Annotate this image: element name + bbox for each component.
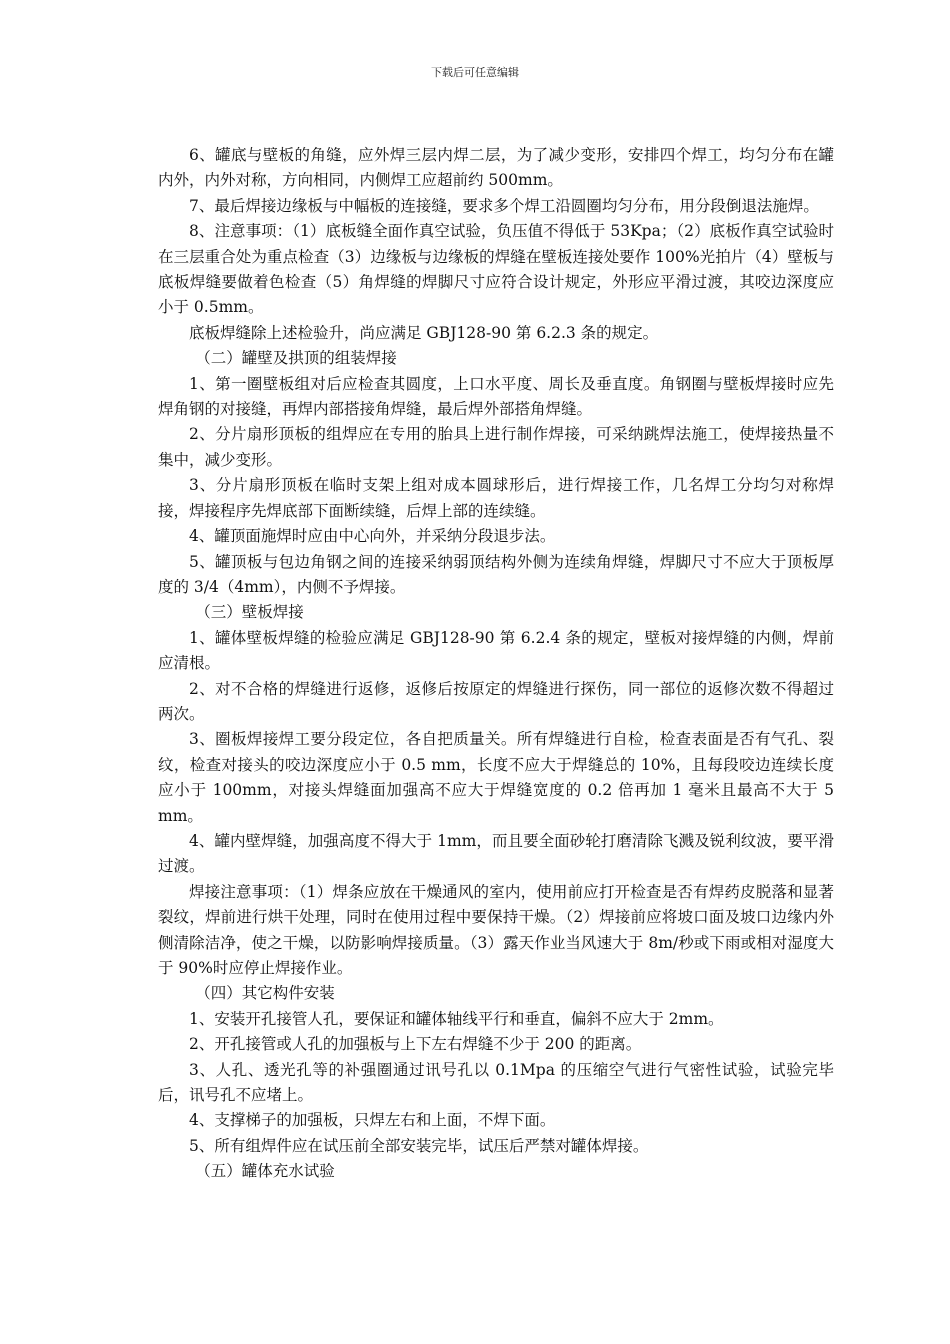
paragraph-bottom-inspection: 底板焊缝除上述检验升，尚应满足 GBJ128-90 第 6.2.3 条的规定。: [189, 323, 659, 342]
paragraph-reinforcement-distance: 2、开孔接管或人孔的加强板与上下左右焊缝不少于 200 的距离。: [189, 1035, 642, 1054]
section-heading-wall-roof: （二）罐壁及拱顶的组装焊接: [195, 349, 397, 368]
paragraph-precautions: 8、注意事项：（1）底板缝全面作真空试验，负压值不得低于 53Kpa；（2）底板作真空试验时在三层重合处为重点检查（3）边缘板与边缘板的焊缝在壁板连接处要作 100%光拍片（4）壁板与底板焊缝要做着色检查（5）角焊缝的焊脚尺寸应符合设计规定，外形应平滑过渡，其咬边深度应小于 0.5mm。: [158, 222, 834, 317]
section-heading-other-components: （四）其它构件安装: [195, 984, 335, 1003]
paragraph-roof-welding-order: 4、罐顶面施焊时应由中心向外，并采纳分段退步法。: [189, 527, 556, 546]
paragraph-roof-angle-joint: 5、罐顶板与包边角钢之间的连接采纳弱顶结构外侧为连续角焊缝，焊脚尺寸不应大于顶板厚度的 3/4（4mm），内侧不予焊接。: [158, 552, 834, 596]
paragraph-fan-roof-assembly: 3、分片扇形顶板在临时支架上组对成本圆球形后，进行焊接工作，几名焊工分均匀对称焊接，焊接程序先焊底部下面断续缝，后焊上部的连续缝。: [158, 476, 834, 520]
paragraph-pre-pressure: 5、所有组焊件应在试压前全部安装完毕，试压后严禁对罐体焊接。: [189, 1136, 649, 1155]
section-heading-wall-welding: （三）壁板焊接: [195, 603, 304, 622]
document-body: [158, 143, 834, 1185]
paragraph-repair: 2、对不合格的焊缝进行返修，返修后按原定的焊缝进行探伤，同一部位的返修次数不得超过两次。: [158, 679, 834, 723]
paragraph-manhole: 1、安装开孔接管人孔，要保证和罐体轴线平行和垂直，偏斜不应大于 2mm。: [189, 1009, 724, 1028]
paragraph-fan-roof-jig: 2、分片扇形顶板的组焊应在专用的胎具上进行制作焊接，可采纳跳焊法施工，使焊接热量不集中，减少变形。: [158, 425, 834, 469]
paragraph-welding-notes: 焊接注意事项：（1）焊条应放在干燥通风的室内，使用前应打开检查是否有焊药皮脱落和显著裂纹，焊前进行烘干处理，同时在使用过程中要保持干燥。（2）焊接前应将坡口面及坡口边缘内外侧清除洁净，使之干燥，以防影响焊接质量。（3）露天作业当风速大于 8m/秒或下雨或相对湿度大于 90%时应停止焊接作业。: [158, 882, 834, 977]
paragraph-tank-bottom-fillet: 6、罐底与壁板的角缝，应外焊三层内焊二层，为了减少变形，安排四个焊工，均匀分布在罐内外，内外对称，方向相同，内侧焊工应超前约 500mm。: [158, 146, 834, 190]
paragraph-inner-wall: 4、罐内壁焊缝，加强高度不得大于 1mm，而且要全面砂轮打磨清除飞溅及锐利纹波，要平滑过渡。: [158, 831, 834, 876]
paragraph-first-ring: 1、第一圈壁板组对后应检查其圆度，上口水平度、周长及垂直度。角钢圈与壁板焊接时应先焊角钢的对接缝，再焊内部搭接角焊缝，最后焊外部搭角焊缝。: [158, 374, 834, 419]
paragraph-self-check: 3、圈板焊接焊工要分段定位，各自把质量关。所有焊缝进行自检，检查表面是否有气孔、裂纹，检查对接头的咬边深度应小于 0.5 mm，长度不应大于焊缝总的 10%，且每段咬边连续长度应小于 100mm，对接头焊缝面加强高不应大于焊缝宽度的 0.2 倍再加 1 毫米且最高不大于 5 mm。: [158, 730, 834, 825]
paragraph-airtight-test: 3、人孔、透光孔等的补强圈通过讯号孔以 0.1Mpa 的压缩空气进行气密性试验，试验完毕后，讯号孔不应堵上。: [158, 1060, 834, 1105]
paragraph-ladder-plate: 4、支撑梯子的加强板，只焊左右和上面，不焊下面。: [189, 1111, 556, 1130]
section-heading-water-test: （五）罐体充水试验: [195, 1162, 335, 1181]
page-header: 下载后可任意编辑: [431, 66, 519, 79]
paragraph-edge-plate-seam: 7、最后焊接边缘板与中幅板的连接缝，要求多个焊工沿圆圈均匀分布，用分段倒退法施焊。: [189, 196, 819, 215]
paragraph-wall-inspection: 1、罐体壁板焊缝的检验应满足 GBJ128-90 第 6.2.4 条的规定，壁板对接焊缝的内侧，焊前应清根。: [158, 628, 834, 673]
